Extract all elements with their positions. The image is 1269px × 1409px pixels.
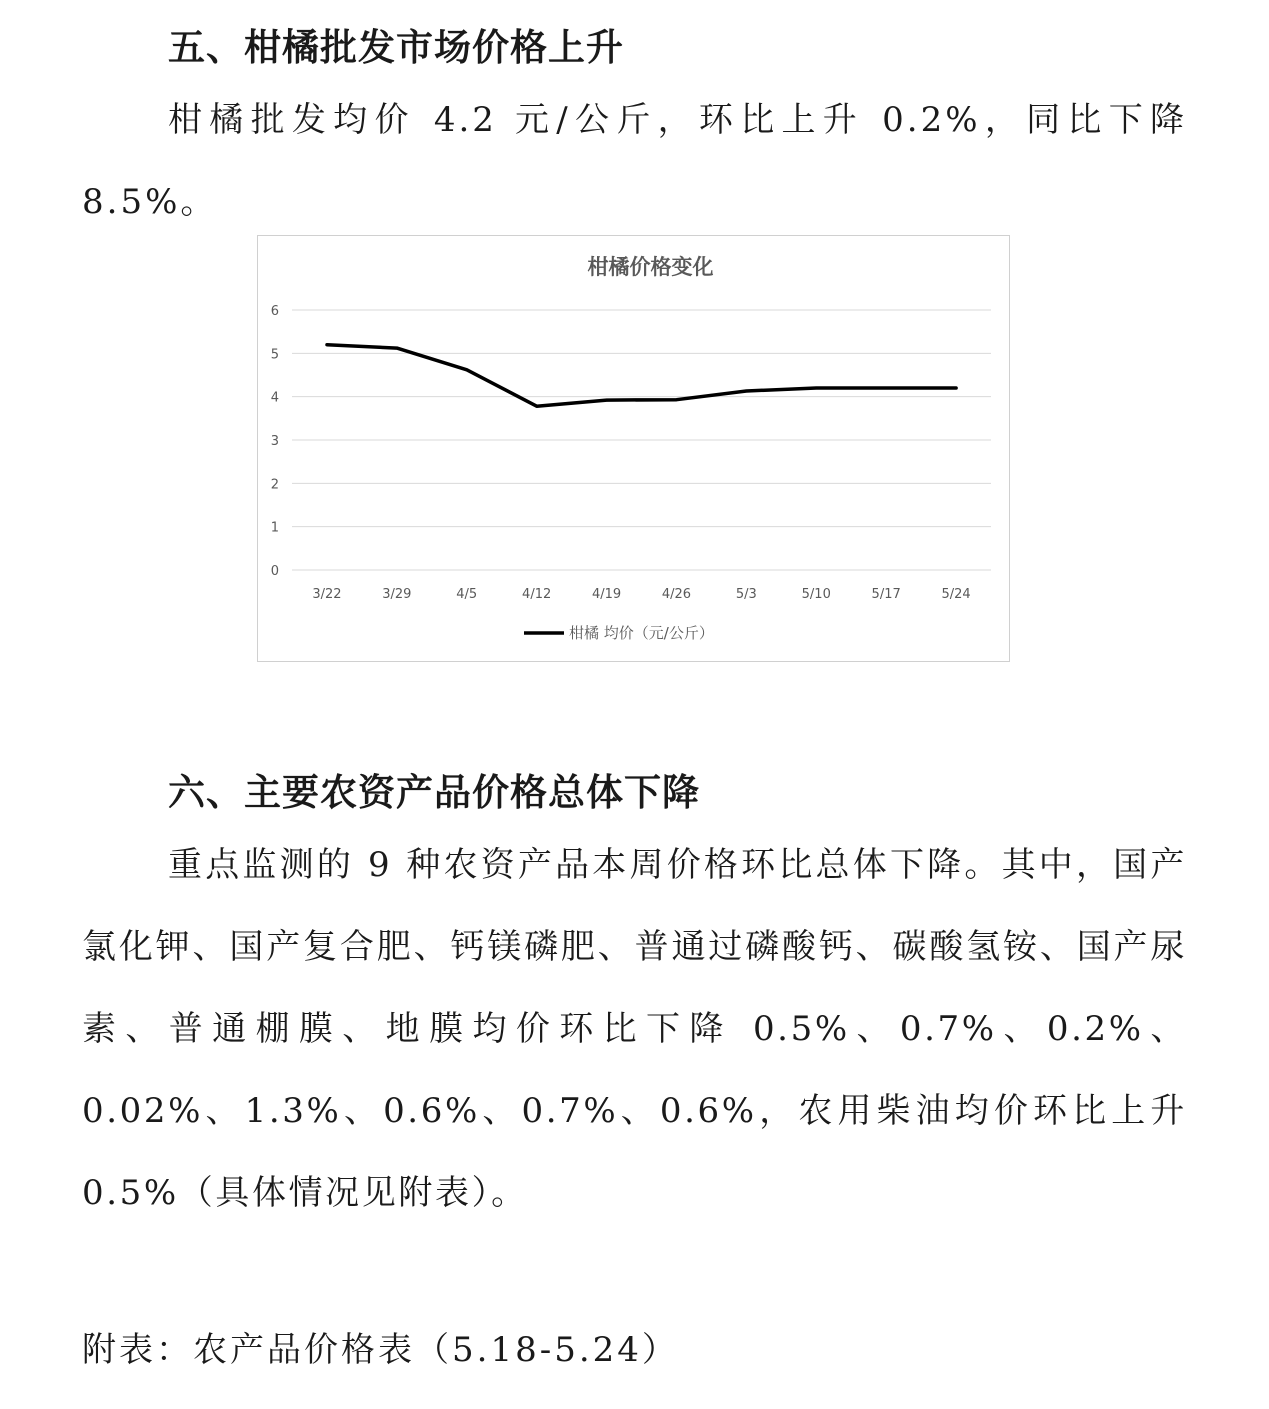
line-chart <box>258 236 1011 663</box>
section6-heading: 六、主要农资产品价格总体下降 <box>168 771 700 814</box>
x-tick-label: 3/22 <box>312 587 342 602</box>
x-tick-label: 3/29 <box>382 587 412 602</box>
x-tick-label: 4/19 <box>591 587 622 602</box>
x-tick-label: 5/10 <box>801 587 831 602</box>
appendix-title: 附表：农产品价格表（5.18-5.24） <box>82 1330 679 1370</box>
y-tick-label: 4 <box>270 390 279 406</box>
x-tick-label: 4/12 <box>522 587 552 602</box>
chart-title: 柑橘价格变化 <box>587 255 714 279</box>
y-tick-label: 0 <box>270 564 279 579</box>
x-tick-label: 5/24 <box>941 587 971 602</box>
x-tick-label: 5/17 <box>871 587 901 602</box>
section6-paragraph: 重点监测的 9 种农资产品本周价格环比总体下降。其中，国产氯化钾、国产复合肥、钙镁磷肥、普通过磷酸钙、碳酸氢铵、国产尿素、普通棚膜、地膜均价环比下降 0.5%、0.7%、0.2%、0.02%、1.3%、0.6%、0.7%、0.6%，农用柴油均价环比上升 0.5%（具体情况见附表）。 <box>82 845 1187 1213</box>
y-tick-label: 2 <box>270 477 279 493</box>
y-tick-label: 3 <box>270 434 279 449</box>
legend-label: 柑橘 均价（元/公斤） <box>569 624 714 642</box>
y-tick-label: 5 <box>270 347 279 363</box>
section5-heading: 五、柑橘批发市场价格上升 <box>168 26 624 69</box>
x-tick-label: 4/26 <box>661 587 692 602</box>
x-tick-label: 5/3 <box>735 587 757 602</box>
y-tick-label: 1 <box>270 520 279 536</box>
section5-paragraph: 柑橘批发均价 4.2 元/公斤，环比上升 0.2%，同比下降 8.5%。 <box>82 100 1187 222</box>
y-tick-label: 6 <box>270 304 279 319</box>
x-tick-label: 4/5 <box>456 587 478 602</box>
chart-container <box>257 235 1010 662</box>
